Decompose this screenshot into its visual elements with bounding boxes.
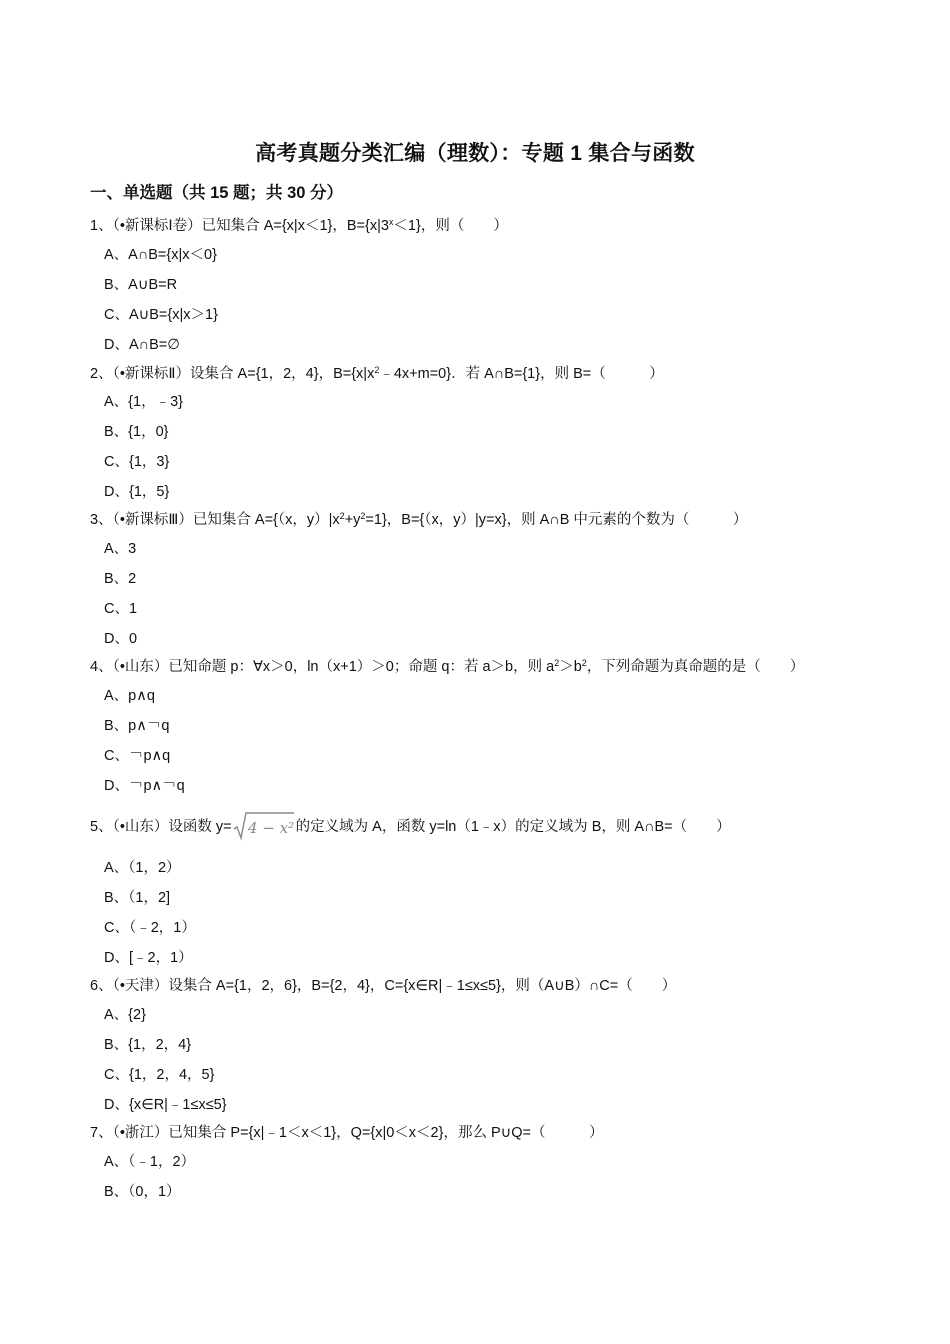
question-2-option-c: C、{1，3}: [104, 454, 170, 470]
question-7-stem: 7、（•浙江）已知集合 P={x|﹣1＜x＜1}，Q={x|0＜x＜2}，那么 P∪Q=（ ）: [90, 1125, 604, 1141]
section-heading: 一、单选题（共 15 题；共 30 分）: [90, 184, 344, 202]
question-5-option-a: A、（1，2）: [104, 860, 181, 876]
question-5-option-b: B、（1，2]: [104, 890, 171, 906]
question-1-option-b: B、A∪B=R: [104, 277, 178, 293]
question-4-option-a: A、p∧q: [104, 688, 155, 704]
question-1-option-c: C、A∪B={x|x＞1}: [104, 307, 218, 323]
question-1-option-d: D、A∩B=∅: [104, 337, 180, 353]
question-4-stem: 4、（•山东）已知命题 p：∀x＞0，ln（x+1）＞0；命题 q：若 a＞b，则 $a^2>b^2$，下列命题为真命题的是（ ）: [90, 658, 805, 675]
question-3-option-a: A、3: [104, 541, 137, 557]
question-6-stem: 6、（•天津）设集合 A={1，2，6}，B={2，4}，C={x∈R|﹣1≤x≤5}，则（A∪B）∩C=（ ）: [90, 978, 677, 994]
question-2-stem: 2、（•新课标Ⅱ）设集合 A={1，2，4}，$B=\{x|x^2﹣4x+m=0\}$．若 A∩B={1}，则 B=（ ）: [90, 365, 664, 382]
page-title: 高考真题分类汇编（理数）：专题 1 集合与函数: [255, 142, 695, 165]
question-2-option-a: A、{1，﹣3}: [104, 394, 183, 410]
question-6-option-d: D、{x∈R|﹣1≤x≤5}: [104, 1097, 227, 1113]
square-root-formula: [233, 811, 295, 854]
question-5-option-c: C、（﹣2，1）: [104, 920, 196, 936]
question-4-option-d: D、￢p∧￢q: [104, 778, 185, 794]
question-7-option-b: B、（0，1）: [104, 1184, 181, 1200]
radicand-text: 4 − x²: [247, 819, 294, 837]
question-4-option-b: B、p∧￢q: [104, 718, 170, 734]
question-3-stem: 3、（•新课标Ⅲ）已知集合 A={（x，$y)|x^2+y^2=1$}，B={（x，y）|y=x}，则 A∩B 中元素的个数为（ ）: [90, 511, 748, 528]
question-2-option-d: D、{1，5}: [104, 484, 170, 500]
question-1-stem: 1、（•新课标Ⅰ卷）已知集合 A={x|x＜1}，$B=\{x|3^x<1\}$，则（ ）: [90, 217, 508, 234]
question-6-option-b: B、{1，2，4}: [104, 1037, 192, 1053]
question-6-option-c: C、{1，2，4，5}: [104, 1067, 215, 1083]
question-2-option-b: B、{1，0}: [104, 424, 169, 440]
question-5-stem: 5、（•山东）设函数 y= 4 − x² 的定义域为 A，函数 y=ln（1﹣x）的定义域为 B，则 A∩B=（ ）: [90, 810, 731, 854]
question-3-option-c: C、1: [104, 601, 138, 617]
question-3-option-b: B、2: [104, 571, 137, 587]
question-4-option-c: C、￢p∧q: [104, 748, 171, 764]
question-6-option-a: A、{2}: [104, 1007, 146, 1023]
question-5-option-d: D、[﹣2，1）: [104, 950, 193, 966]
question-1-option-a: A、A∩B={x|x＜0}: [104, 247, 217, 263]
question-3-option-d: D、0: [104, 631, 138, 647]
question-7-option-a: A、（﹣1，2）: [104, 1154, 196, 1170]
